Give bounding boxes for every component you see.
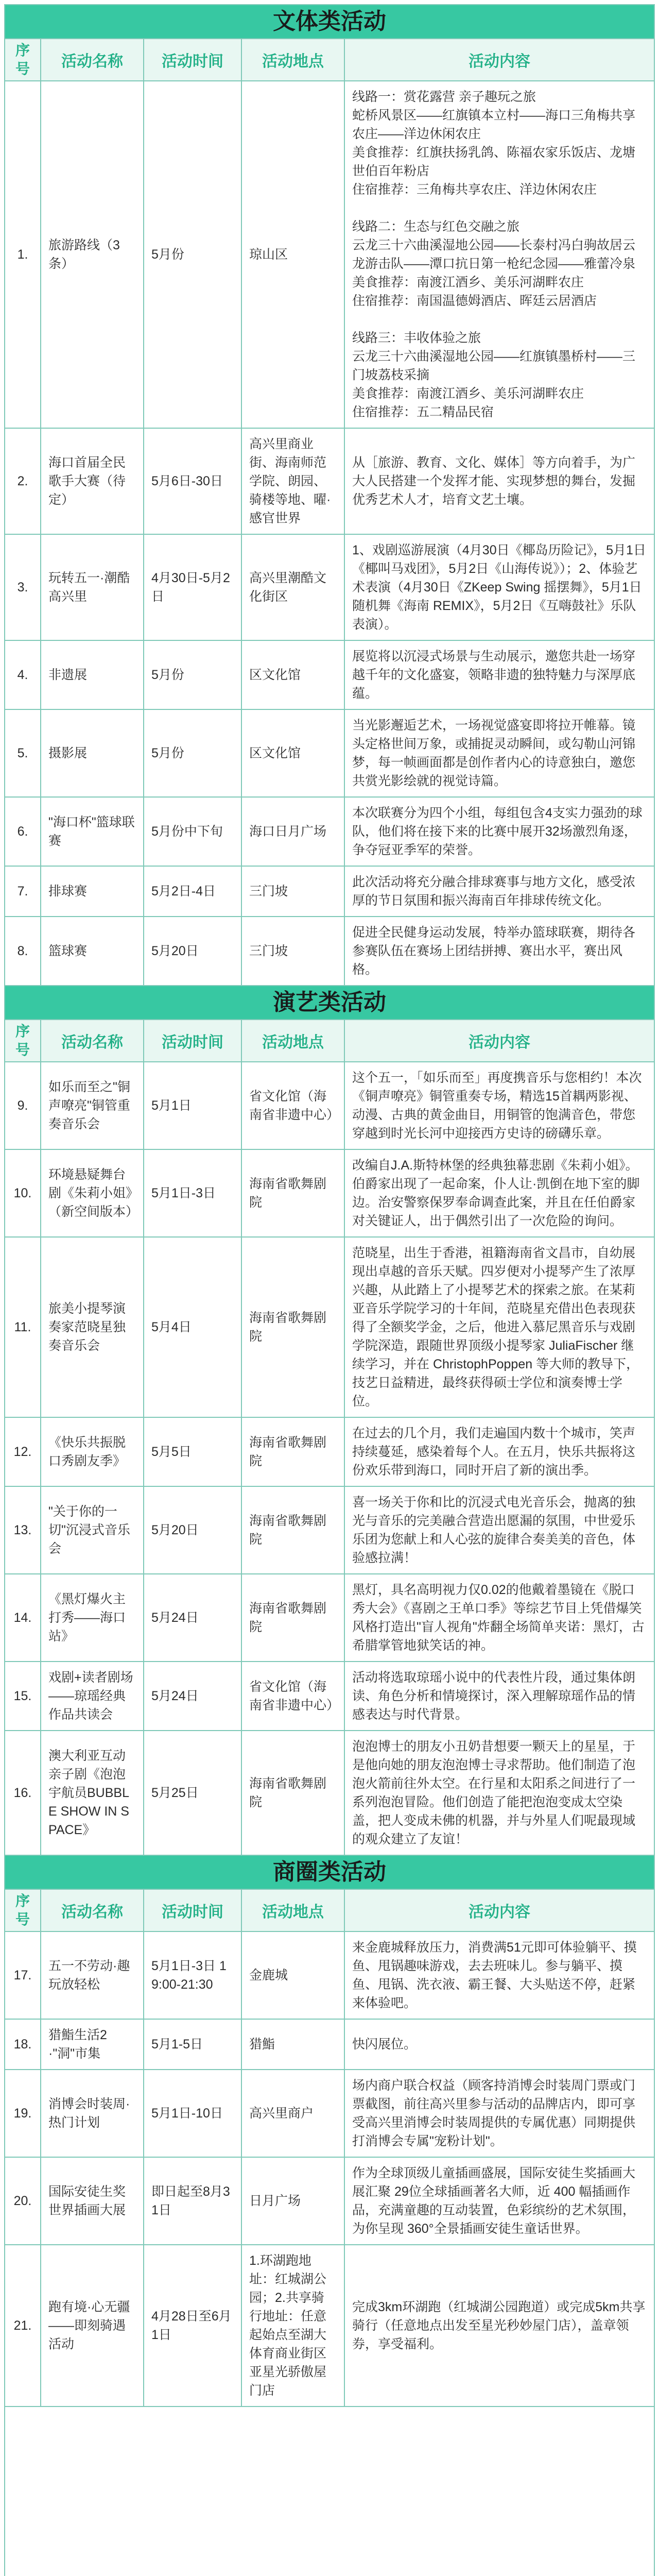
cell-no: 18. [5,2020,41,2069]
header-name: 活动名称 [41,1890,144,1931]
cell-content: 线路一：赏花露营 亲子趣玩之旅 蛇桥风景区——红旗镇本立村——海口三角梅共享农庄——洋边休闲农庄 美食推荐：红旗扶扬乳鸽、陈福农家乐饭店、龙塘世伯百年粉店 住宿推荐：三角梅共享农庄、洋边休闲农庄 线路二：生态与红色交融之旅 云龙三十六曲溪湿地公园——长泰村冯白驹故居云龙游击队——潭口抗日第一枪纪念园——雅蕾冷泉 美食推荐：南渡江酒乡、美乐河湖畔农庄 住宿推荐：南国温德姆酒店、晖廷云居酒店 线路三：丰收体验之旅 云龙三十六曲溪湿地公园——红旗镇墨桥村——三门坡荔枝采摘 美食推荐：南渡江酒乡、美乐河湖畔农庄 住宿推荐：五二精品民宿 [352,90,636,419]
cell-place: 区文化馆 [242,641,345,709]
table-header [5,1890,654,1932]
cell-place: 三门坡 [242,867,345,916]
table-row [5,1238,654,1418]
cell-place: 金鹿城 [242,1932,345,2019]
header-time: 活动时间 [144,1890,242,1931]
cell-content: 来金鹿城释放压力，消费满51元即可体验躺平、摸鱼、甩锅趣味游戏，去去班味儿。参与躺平、摸鱼、甩锅、洗衣液、霸王餐、大头贴送不停，赶紧来体验吧。 [352,1940,637,2010]
cell-name: 澳大利亚互动亲子剧《泡泡宇航员BUBBLE SHOW IN SPACE》 [41,1731,144,1855]
section-rows [5,1062,654,1856]
cell-content: 黑灯，具名高明视力仅0.02的他戴着墨镜在《脱口秀大会》《喜剧之王单口季》等综艺节目上凭借爆笑风格打造出"盲人视角"炸翻全场简单夹诺：黑灯，古希腊掌管地狱笑话的神。 [352,1583,645,1653]
cell-name: 旅美小提琴演奏家范晓星独奏音乐会 [41,1238,144,1417]
cell-content: 促进全民健身运动发展，特举办篮球联赛，期待各参赛队伍在赛场上团结拼搏、赛出水平，赛出风格。 [352,925,636,977]
cell-content: 本次联赛分为四个小组，每组包含4支实力强劲的球队，他们将在接下来的比赛中展开32场激烈角逐，争夺冠亚季军的荣誉。 [352,806,643,857]
cell-name: 五一不劳动·趣玩放轻松 [41,1932,144,2019]
header-content: 活动内容 [469,1034,530,1051]
cell-name: 如乐而至之"铜声嘹亮"铜管重奏音乐会 [41,1062,144,1149]
cell-name: 消博会时装周·热门计划 [41,2070,144,2157]
header-time: 活动时间 [144,39,242,80]
cell-name: "海口杯"篮球联赛 [41,798,144,866]
cell-place: 猎鮨 [242,2020,345,2069]
cell-time: 5月2日-4日 [144,867,242,916]
table-header [5,1020,654,1062]
cell-place: 海南省歌舞剧院 [242,1487,345,1573]
header-name: 活动名称 [41,1020,144,1061]
header-no: 序 号 [5,1890,41,1931]
cell-no: 5. [5,710,41,796]
header-content: 活动内容 [469,53,530,70]
cell-content: 作为全球顶级儿童插画盛展，国际安徒生奖插画大展汇聚 29位全球插画著名大师，近 400 幅插画作品，充满童趣的互动装置，色彩缤纷的艺术氛围，为你呈现 360°全景插画安徒生童话世界。 [352,2166,636,2236]
cell-no: 1. [5,81,41,428]
table-row [5,2020,654,2070]
cell-no: 11. [5,1238,41,1417]
cell-no: 15. [5,1662,41,1730]
table-row [5,798,654,867]
cell-name: 戏剧+读者剧场——琼瑶经典作品共读会 [41,1662,144,1730]
cell-place: 高兴里商户 [242,2070,345,2157]
cell-time: 5月20日 [144,917,242,985]
cell-time: 5月1日-3日 [144,1150,242,1236]
cell-no: 21. [5,2245,41,2406]
section-title: 文体类活动 [5,5,654,39]
cell-content: 在过去的几个月，我们走遍国内数十个城市，笑声持续蔓延，感染着每个人。在五月，快乐共振将这份欢乐带到海口，同时开启了新的演出季。 [352,1426,636,1478]
cell-no: 8. [5,917,41,985]
section-title: 演艺类活动 [5,986,654,1020]
cell-place: 海南省歌舞剧院 [242,1731,345,1855]
cell-place: 海南省歌舞剧院 [242,1150,345,1236]
header-place: 活动地点 [242,1020,345,1061]
table-row [5,1574,654,1662]
section-rows [5,81,654,986]
table-row [5,917,654,986]
cell-time: 5月6日-30日 [144,429,242,534]
cell-time: 4月28日至6月1日 [144,2245,242,2406]
table-row [5,81,654,429]
table-row [5,1731,654,1856]
cell-time: 5月1日-10日 [144,2070,242,2157]
cell-place: 海口日月广场 [242,798,345,866]
cell-name: 排球赛 [41,867,144,916]
cell-content: 1、戏剧巡游展演（4月30日《椰岛历险记》，5月1日《椰叫马戏团》，5月2日《山海传说》）；2、体验艺术表演（4月30日《ZKeep Swing 摇摆舞》，5月1日随机舞《海南 REMIX》，5月2日《互嗨鼓社》乐队表演）。 [352,543,646,632]
cell-place: 日月广场 [242,2158,345,2244]
cell-no: 14. [5,1574,41,1661]
cell-content: 活动将选取琼瑶小说中的代表性片段，通过集体朗读、角色分析和情境探讨，深入理解琼瑶作品的情感表达与时代背景。 [352,1670,636,1722]
cell-place: 琼山区 [242,81,345,428]
cell-name: 《黑灯爆火主打秀——海口站》 [41,1574,144,1661]
cell-content: 完成3km环湖跑（红城湖公园跑道）或完成5km共享骑行（任意地点出发至星光秒妙屋门店），盖章领券，享受福利。 [352,2300,646,2351]
cell-place: 三门坡 [242,917,345,985]
cell-content: 快闪展位。 [352,2037,417,2052]
table-row [5,535,654,641]
cell-place: 海南省歌舞剧院 [242,1238,345,1417]
cell-content: 范晓星，出生于香港，祖籍海南省文昌市，自幼展现出卓越的音乐天赋。四岁便对小提琴产生了浓厚兴趣，从此踏上了小提琴艺术的探索之旅。在某莉亚音乐学院学习的十年间，范晓星充借出色表现获得了全额奖学金，之后，他进入慕尼黑音乐与戏剧学院深造，跟随世界顶级小提琴家 JuliaFischer 继续学习，并在 ChristophPoppen 等大师的教导下，技艺日益精进，最终获得硕士学位和演奏博士学位。 [352,1246,639,1409]
table-row [5,1418,654,1487]
table-header [5,39,654,81]
cell-time: 5月1日-3日 19:00-21:30 [144,1932,242,2019]
cell-name: "关于你的一切"沉浸式音乐会 [41,1487,144,1573]
header-time: 活动时间 [144,1020,242,1061]
table-row [5,1487,654,1574]
cell-name: 猎鮨生活2·"洞"市集 [41,2020,144,2069]
cell-no: 16. [5,1731,41,1855]
cell-content: 此次活动将充分融合排球赛事与地方文化，感受浓厚的节日氛围和振兴海南百年排球传统文化。 [352,875,636,908]
table-row [5,429,654,535]
cell-time: 5月24日 [144,1662,242,1730]
cell-no: 9. [5,1062,41,1149]
table-row [5,1932,654,2020]
cell-time: 5月24日 [144,1574,242,1661]
cell-content: 喜一场关于你和比的沉浸式电光音乐会，抛离的独光与音乐的完美融合营造出愿漏的氛围，中世爱乐乐团为您献上和人心弦的旋律合奏美美的音色，体验感拉满！ [352,1495,636,1565]
cell-time: 5月份 [144,641,242,709]
cell-no: 17. [5,1932,41,2019]
cell-name: 《快乐共振脱口秀剧友季》 [41,1418,144,1486]
cell-place: 省文化馆（海南省非遗中心） [242,1062,345,1149]
cell-content: 当光影邂逅艺术，一场视觉盛宴即将拉开帷幕。镜头定格世间万象，或捕捉灵动瞬间，或勾勒山河锦梦，每一帧画面都是创作者内心的诗意独白，邀您共赏光影绘就的视觉诗篇。 [352,718,636,788]
header-content: 活动内容 [469,1904,530,1921]
cell-time: 5月份 [144,710,242,796]
cell-place: 高兴里商业街、海南师范学院、朗园、骑楼等地、曜·感官世界 [242,429,345,534]
cell-time: 5月份 [144,81,242,428]
cell-no: 7. [5,867,41,916]
table-row [5,1062,654,1150]
cell-no: 12. [5,1418,41,1486]
table-row [5,2158,654,2245]
cell-name: 非遗展 [41,641,144,709]
cell-time: 5月20日 [144,1487,242,1573]
cell-content: 这个五一，「如乐而至」再度携音乐与您相约！本次《铜声嘹亮》铜管重奏专场，精选15首耦两影视、动漫、古典的黄金曲目，用铜管的饱满音色，带您穿越到时光长河中迎接西方史诗的磅礴乐章。 [352,1071,642,1141]
cell-name: 海口首届全民歌手大赛（待定） [41,429,144,534]
header-no: 序 号 [5,1020,41,1061]
cell-name: 篮球赛 [41,917,144,985]
cell-time: 5月25日 [144,1731,242,1855]
cell-content: 改编自J.A.斯特林堡的经典独幕悲剧《朱莉小姐》。伯爵家出现了一起命案，仆人让·凯倒在地下室的脚边。治安警察保罗奉命调查此案，并且在任伯爵家对关键证人，出于偶然引出了一次危险的询问。 [352,1158,640,1228]
section-rows [5,1932,654,2407]
cell-no: 19. [5,2070,41,2157]
cell-time: 5月4日 [144,1238,242,1417]
cell-no: 10. [5,1150,41,1236]
cell-place: 海南省歌舞剧院 [242,1418,345,1486]
table-row [5,2070,654,2158]
cell-no: 3. [5,535,41,640]
cell-time: 5月份中下旬 [144,798,242,866]
cell-name: 跑有境·心无疆——即刻骑遇活动 [41,2245,144,2406]
cell-content: 从［旅游、教育、文化、媒体］等方向着手，为广大人民搭建一个发挥才能、实现梦想的舞台，发掘优秀艺术人才，培育文艺土壤。 [352,455,636,507]
cell-no: 13. [5,1487,41,1573]
cell-no: 4. [5,641,41,709]
cell-name: 国际安徒生奖世界插画大展 [41,2158,144,2244]
table-row [5,2245,654,2407]
table-row [5,1662,654,1731]
cell-no: 20. [5,2158,41,2244]
cell-time: 即日起至8月31日 [144,2158,242,2244]
cell-name: 玩转五一·潮酷高兴里 [41,535,144,640]
header-place: 活动地点 [242,39,345,80]
cell-name: 摄影展 [41,710,144,796]
cell-no: 6. [5,798,41,866]
table-row [5,867,654,917]
cell-time: 5月1日 [144,1062,242,1149]
cell-name: 旅游路线（3条） [41,81,144,428]
cell-name: 环境悬疑舞台剧《朱莉小姐》（新空间版本） [41,1150,144,1236]
cell-place: 高兴里潮酷文化街区 [242,535,345,640]
cell-content: 展览将以沉浸式场景与生动展示，邀您共赴一场穿越千年的文化盛宴，领略非遗的独特魅力与深厚底蕴。 [352,649,636,701]
cell-no: 2. [5,429,41,534]
activity-table [4,4,655,2576]
header-no: 序 号 [5,39,41,80]
cell-place: 区文化馆 [242,710,345,796]
cell-time: 5月5日 [144,1418,242,1486]
cell-content: 场内商户联合权益（顾客持消博会时装周门票或门票截图，前往高兴里参与活动的品牌店内，即可享受高兴里消博会时装周提供的专属优惠）同期提供打消博会专属"宠粉计划"。 [352,2078,636,2148]
cell-place: 海南省歌舞剧院 [242,1574,345,1661]
section-title: 商圈类活动 [5,1856,654,1890]
header-name: 活动名称 [41,39,144,80]
cell-time: 4月30日-5月2日 [144,535,242,640]
header-place: 活动地点 [242,1890,345,1931]
table-row [5,641,654,710]
cell-time: 5月1-5日 [144,2020,242,2069]
cell-place: 省文化馆（海南省非遗中心） [242,1662,345,1730]
table-row [5,1150,654,1238]
cell-content: 泡泡博士的朋友小丑奶昔想要一颗天上的星星，于是他向她的朋友泡泡博士寻求帮助。他们制造了泡泡火箭前往外太空。在行星和太阳系之间进行了一系列泡泡冒险。他们创造了能把泡泡变成太空染盖，把人变成未佛的机器，并与外星人们呢最现域的观众建立了友谊！ [352,1739,636,1846]
cell-place: 1.环湖跑地址：红城湖公园；2.共享骑行地址：任意起始点至湖大体育商业街区亚星光骄傲屋门店 [242,2245,345,2406]
table-row [5,710,654,798]
